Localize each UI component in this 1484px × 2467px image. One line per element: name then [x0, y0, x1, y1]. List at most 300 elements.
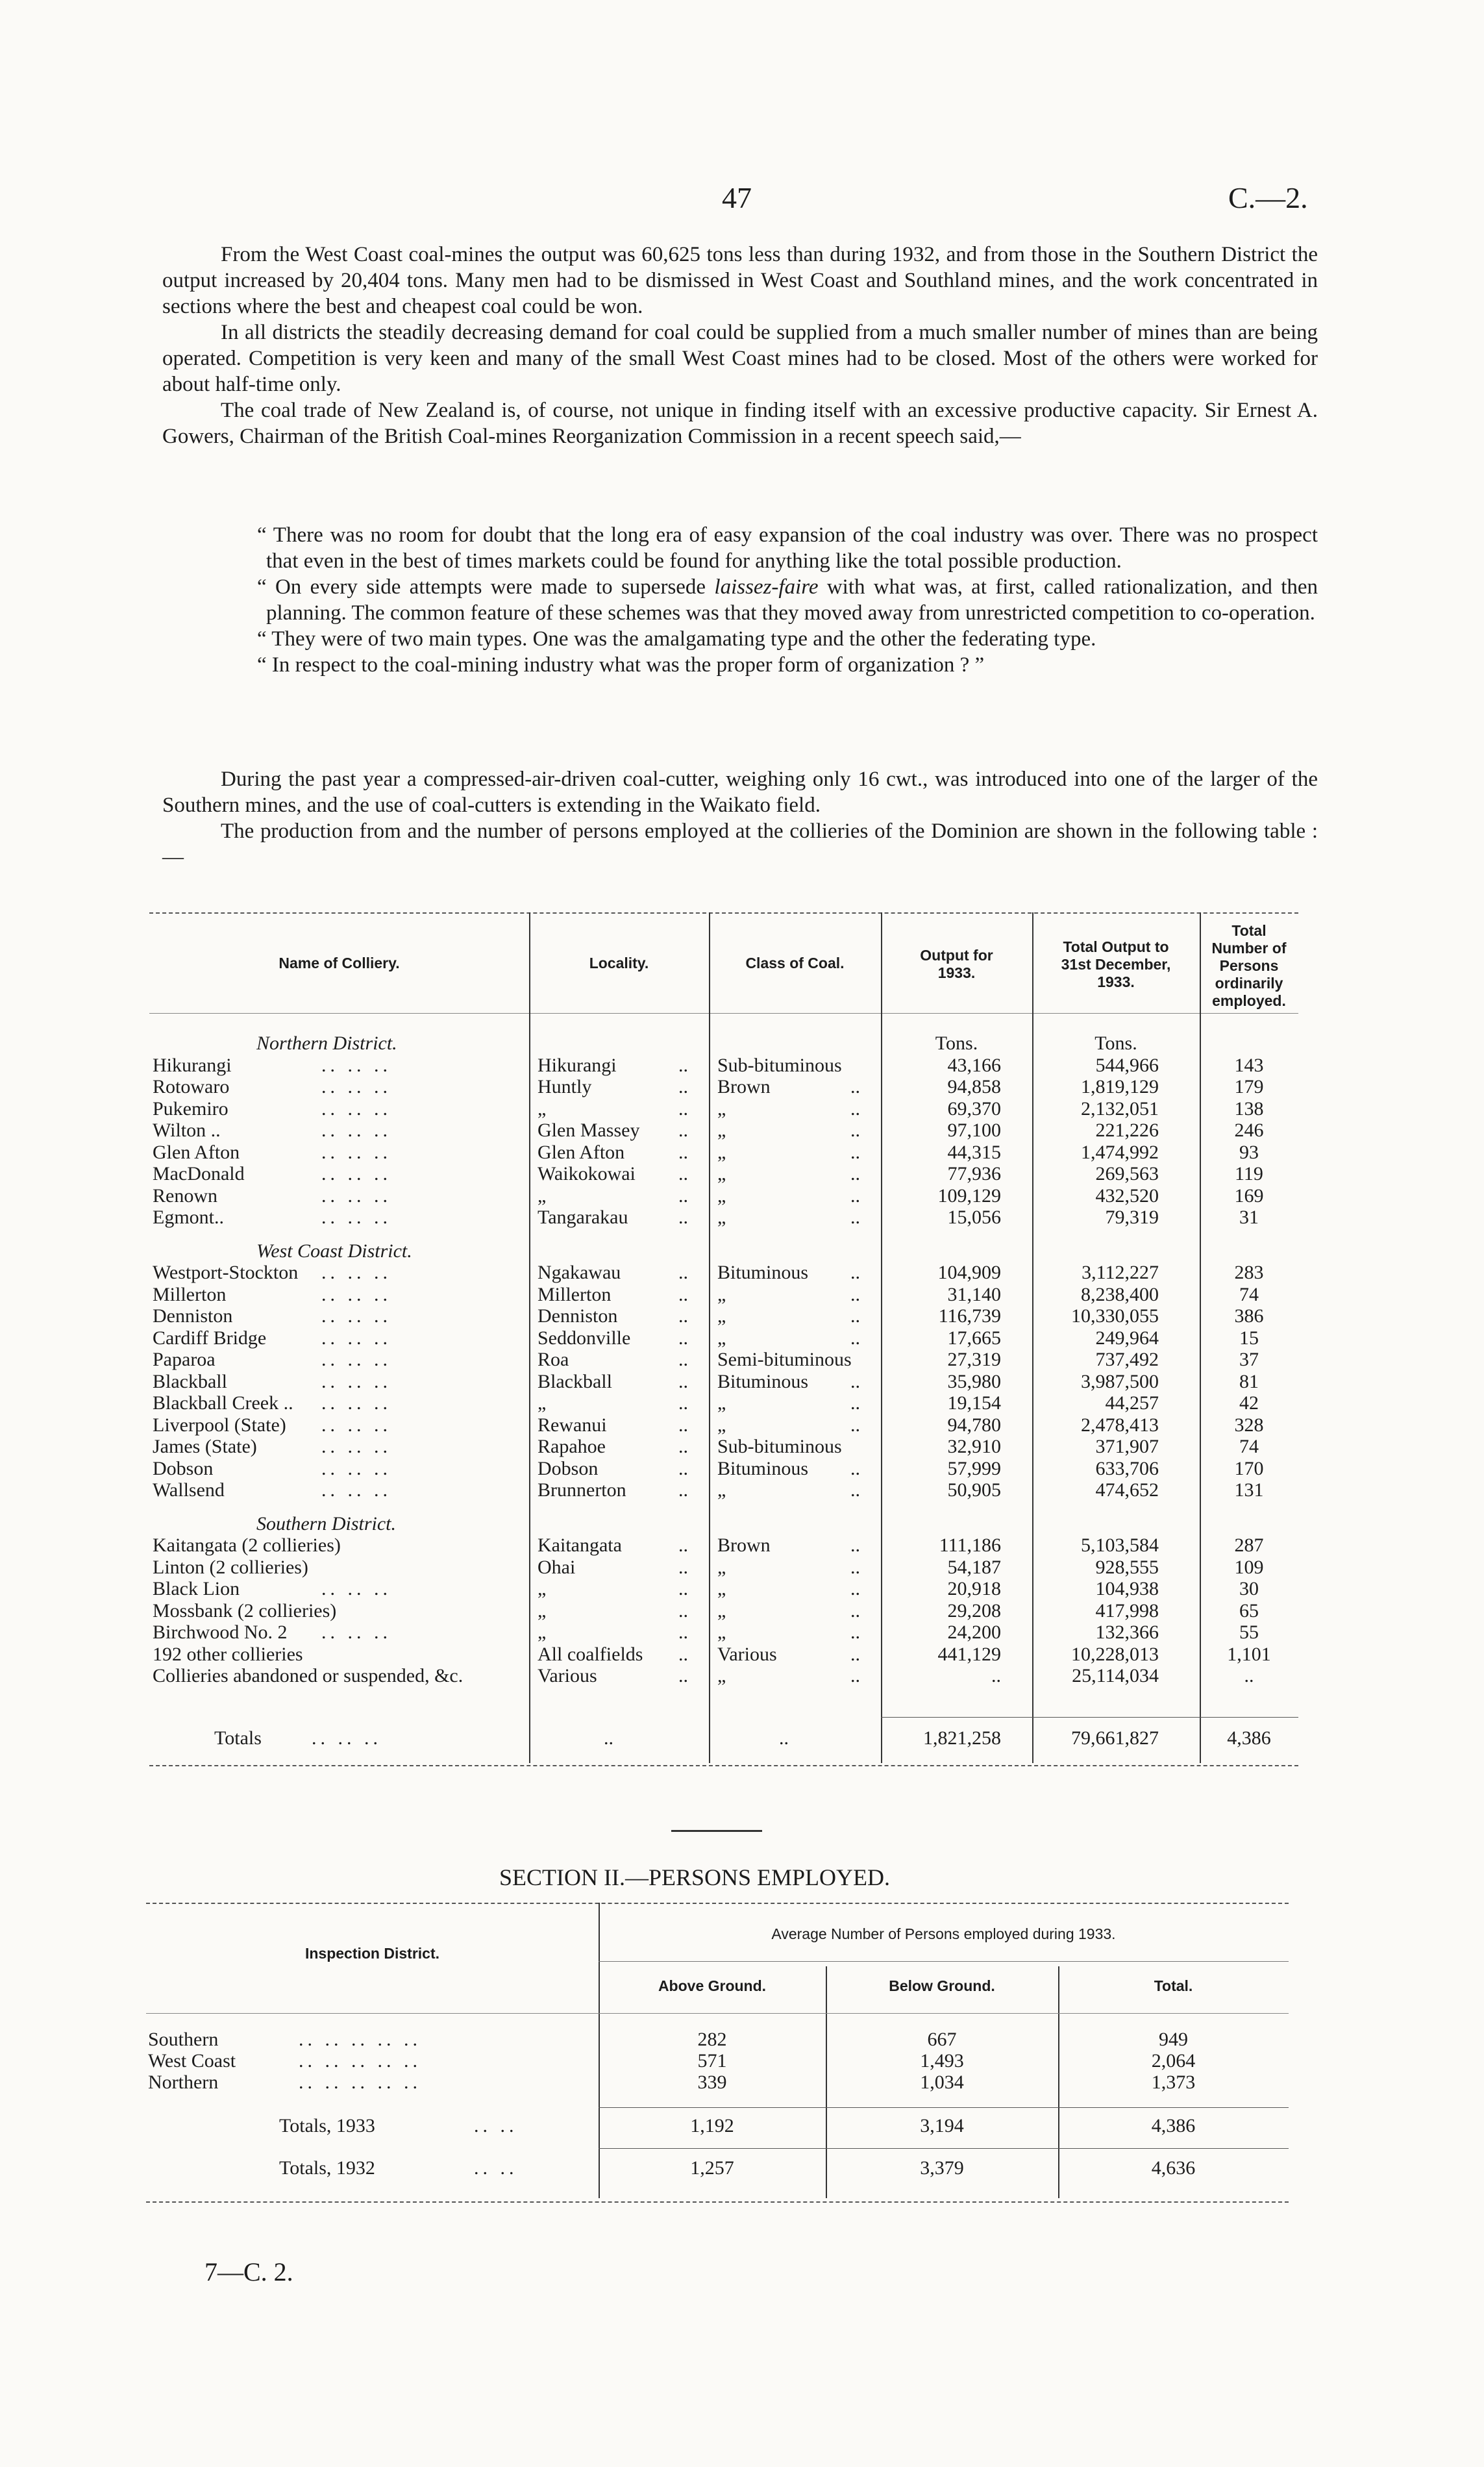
locality: Denniston [538, 1305, 618, 1327]
leader-dots: .. [850, 1622, 860, 1643]
output: 50,905 [947, 1479, 1001, 1501]
colliery-name: Wilton .. [153, 1120, 221, 1141]
table-row [0, 1098, 1484, 1120]
leader-dots: .. [850, 1163, 860, 1184]
coal-class: „ [717, 1665, 726, 1686]
output: 57,999 [947, 1457, 1001, 1479]
table-row [0, 1392, 1484, 1414]
coal-class: „ [717, 1207, 726, 1228]
col-header-group: Average Number of Persons employed during 1933. [771, 1925, 1116, 1942]
unit-total: Tons. [1094, 1033, 1137, 1054]
output: 19,154 [947, 1392, 1001, 1414]
leader-dots: .. [678, 1262, 688, 1283]
leader-dots: .. [678, 1599, 688, 1622]
total-output: 269,563 [1095, 1163, 1159, 1184]
leader-dots: .. .. .. [321, 1305, 391, 1327]
below-ground: 667 [927, 2029, 957, 2050]
persons-employed: 31 [1239, 1207, 1259, 1228]
quote-1: “ There was no room for doubt that the long era of easy expansion of the coal industry was over. There was no prospect that even in the best of times markets could be found for anything like the total possible production. [257, 523, 1318, 573]
colliery-name: Hikurangi [153, 1054, 232, 1076]
totals-total: 79,661,827 [1071, 1727, 1159, 1749]
coal-class: „ [717, 1392, 726, 1414]
locality: Rapahoe [538, 1436, 606, 1457]
leader-dots: .. .. .. [321, 1578, 391, 1599]
coal-class: „ [717, 1283, 726, 1305]
leader-dots: .. [850, 1262, 860, 1283]
paragraph-3: The coal trade of New Zealand is, of course, not unique in finding itself with an excessive productive capacity. Sir Ernest A. Gowers, Chairman of the British Coal-mines Reorganization Commission in a recent speech said,— [162, 399, 1318, 448]
locality: „ [538, 1578, 547, 1599]
leader-dots: .. .. .. [321, 1457, 391, 1479]
total-output: 44,257 [1105, 1392, 1159, 1414]
table-row [0, 1349, 1484, 1371]
output: 32,910 [947, 1436, 1001, 1457]
leader-dots: .. [850, 1392, 860, 1414]
locality: „ [538, 1184, 547, 1207]
coal-class: „ [717, 1599, 726, 1622]
total-output: 1,819,129 [1081, 1076, 1159, 1097]
quotation-block [257, 522, 1318, 678]
totals-1933-row [0, 2115, 1484, 2137]
header-line: 1933. [1097, 973, 1135, 990]
table-row [0, 1327, 1484, 1349]
leader-dots: .. [678, 1163, 688, 1184]
colliery-name: Glen Afton [153, 1141, 240, 1163]
colliery-name: Renown [153, 1184, 217, 1207]
persons-employed: 328 [1234, 1414, 1264, 1436]
colliery-name: Linton (2 collieries) [153, 1556, 308, 1578]
locality: Roa [538, 1349, 569, 1370]
colliery-name: Wallsend [153, 1479, 225, 1501]
total-output: 79,319 [1105, 1207, 1159, 1228]
table-row [0, 1120, 1484, 1142]
district-name: West Coast [148, 2050, 236, 2072]
totals-1933-total: 4,386 [1151, 2115, 1196, 2136]
leader-dots: .. [678, 1622, 688, 1643]
coal-class: Various [717, 1643, 777, 1665]
leader-dots: .. [678, 1414, 688, 1436]
col-header-persons [1200, 922, 1298, 1010]
locality: „ [538, 1097, 547, 1120]
leader-dots: .. [678, 1097, 688, 1120]
table-row [0, 1644, 1484, 1666]
persons-employed: .. [1244, 1665, 1254, 1686]
table-row [0, 1142, 1484, 1164]
colliery-name: Mossbank (2 collieries) [153, 1599, 337, 1622]
colliery-name: Westport-Stockton [153, 1262, 299, 1283]
output: 97,100 [947, 1120, 1001, 1141]
leader-dots: .. .. .. [321, 1120, 391, 1141]
leader-dots: .. [850, 1283, 860, 1305]
total-output: 2,478,413 [1081, 1414, 1159, 1436]
output: 94,858 [947, 1076, 1001, 1097]
leader-dots: .. [850, 1643, 860, 1665]
locality: Ngakawau [538, 1262, 621, 1283]
coal-class: „ [717, 1578, 726, 1599]
total-persons: 2,064 [1151, 2050, 1196, 2072]
output: 24,200 [947, 1622, 1001, 1643]
leader-dots: .. [678, 1457, 688, 1479]
total-output: 132,366 [1095, 1622, 1159, 1643]
totals-1932-row [0, 2157, 1484, 2179]
col-header-colliery: Name of Colliery. [278, 955, 400, 971]
total-output: 737,492 [1095, 1349, 1159, 1370]
leader-dots: .. [678, 1578, 688, 1599]
table-row [0, 1305, 1484, 1327]
locality: Various [538, 1665, 597, 1686]
col-header-below: Below Ground. [889, 1977, 995, 1994]
leader-dots: .. [678, 1054, 688, 1076]
header-line: 31st December, [1061, 956, 1171, 973]
colliery-name: James (State) [153, 1436, 257, 1457]
coal-class: „ [717, 1141, 726, 1163]
persons-employed: 65 [1239, 1599, 1259, 1622]
leader-dots: .. [678, 1120, 688, 1141]
persons-employed: 131 [1234, 1479, 1264, 1501]
total-output: 3,112,227 [1082, 1262, 1159, 1283]
colliery-name: 192 other collieries [153, 1643, 303, 1665]
table-row [0, 1578, 1484, 1600]
table-row [0, 1534, 1484, 1557]
output: .. [991, 1665, 1001, 1686]
locality: Hikurangi [538, 1054, 617, 1076]
table-row [0, 2072, 1484, 2094]
coal-class: „ [717, 1414, 726, 1436]
totals-class: .. [779, 1727, 789, 1749]
totals-output: 1,821,258 [923, 1727, 1001, 1749]
col-header-total-output [1032, 938, 1200, 991]
leader-dots: .. [850, 1076, 860, 1097]
locality: Kaitangata [538, 1534, 622, 1556]
totals-locality: .. [604, 1727, 613, 1749]
persons-employed: 15 [1239, 1327, 1259, 1349]
table-row [0, 1479, 1484, 1501]
output: 104,909 [937, 1262, 1001, 1283]
leader-dots: .. [678, 1327, 688, 1349]
above-ground: 282 [697, 2029, 727, 2050]
total-output: 371,907 [1095, 1436, 1159, 1457]
header-line: 1933. [937, 964, 976, 981]
colliery-name: Dobson [153, 1457, 214, 1479]
leader-dots: .. [850, 1599, 860, 1622]
leader-dots: .. .. .. .. .. [299, 2029, 421, 2050]
total-output: 474,652 [1095, 1479, 1159, 1501]
header-line: Number of [1211, 940, 1287, 957]
leader-dots: .. [678, 1392, 688, 1414]
totals-1932-above: 1,257 [690, 2157, 734, 2179]
coal-class: Sub-bituminous [717, 1436, 842, 1457]
persons-employed: 1,101 [1227, 1643, 1271, 1665]
total-persons: 1,373 [1151, 2072, 1196, 2093]
table-row [0, 1207, 1484, 1229]
leader-dots: .. [850, 1457, 860, 1479]
leader-dots: .. [678, 1556, 688, 1578]
locality: Dobson [538, 1457, 599, 1479]
persons-employed: 386 [1234, 1305, 1264, 1327]
after-paragraphs [162, 766, 1318, 870]
leader-dots: .. [850, 1370, 860, 1392]
persons-employed: 287 [1234, 1534, 1264, 1556]
table-row [0, 1436, 1484, 1458]
output: 27,319 [947, 1349, 1001, 1370]
leader-dots: .. [850, 1327, 860, 1349]
leader-dots: .. [678, 1349, 688, 1370]
table-row [0, 1076, 1484, 1098]
output: 441,129 [937, 1643, 1001, 1665]
colliery-name: Denniston [153, 1305, 233, 1327]
leader-dots: .. .. .. [321, 1262, 391, 1283]
col-header-output [881, 947, 1032, 982]
coal-class: „ [717, 1163, 726, 1184]
table-row [0, 1262, 1484, 1284]
leader-dots: .. [850, 1207, 860, 1228]
leader-dots: .. .. .. [321, 1141, 391, 1163]
coal-class: Sub-bituminous [717, 1054, 842, 1076]
above-ground: 339 [697, 2072, 727, 2093]
persons-employed: 81 [1239, 1370, 1259, 1392]
output: 94,780 [947, 1414, 1001, 1436]
persons-employed: 30 [1239, 1578, 1259, 1599]
district-name: Northern [148, 2072, 219, 2093]
below-ground: 1,034 [920, 2072, 964, 2093]
colliery-name: Blackball [153, 1370, 227, 1392]
leader-dots: .. [850, 1556, 860, 1578]
locality: Blackball [538, 1370, 612, 1392]
persons-employed: 74 [1239, 1283, 1259, 1305]
district-heading: West Coast District. [256, 1240, 412, 1262]
locality: Seddonville [538, 1327, 631, 1349]
italic-term: laissez-faire [714, 575, 819, 599]
leader-dots: .. .. .. [321, 1349, 391, 1370]
colliery-name: Paparoa [153, 1349, 216, 1370]
coal-class: Semi-bituminous [717, 1349, 852, 1370]
colliery-name: Rotowaro [153, 1076, 230, 1097]
coal-class: Bituminous [717, 1457, 809, 1479]
table-row [0, 1458, 1484, 1480]
leader-dots: .. .. .. [321, 1054, 391, 1076]
header-line: Total Output to [1063, 938, 1169, 955]
total-output: 249,964 [1095, 1327, 1159, 1349]
page-number: 47 [722, 181, 752, 214]
table-row [0, 1055, 1484, 1077]
locality: Glen Massey [538, 1120, 640, 1141]
locality: Millerton [538, 1283, 612, 1305]
leader-dots: .. [850, 1184, 860, 1207]
persons-employed: 93 [1239, 1141, 1259, 1163]
colliery-name: Pukemiro [153, 1097, 229, 1120]
coal-class: „ [717, 1097, 726, 1120]
total-persons: 949 [1159, 2029, 1188, 2050]
district-name: Southern [148, 2029, 219, 2050]
coal-class: „ [717, 1479, 726, 1501]
total-output: 633,706 [1095, 1457, 1159, 1479]
leader-dots: .. [850, 1534, 860, 1556]
locality: All coalfields [538, 1643, 643, 1665]
output: 17,665 [947, 1327, 1001, 1349]
coal-class: Brown [717, 1076, 771, 1097]
leader-dots: .. [850, 1665, 860, 1686]
colliery-name: Black Lion [153, 1578, 240, 1599]
leader-dots: .. [678, 1643, 688, 1665]
colliery-name: Blackball Creek .. [153, 1392, 293, 1414]
paper-code: C.—2. [1228, 181, 1308, 214]
output: 43,166 [947, 1054, 1001, 1076]
table-row [0, 1371, 1484, 1393]
totals-label: Totals [214, 1727, 262, 1749]
total-output: 3,987,500 [1081, 1370, 1159, 1392]
output: 20,918 [947, 1578, 1001, 1599]
table-row [0, 1414, 1484, 1436]
coal-class: „ [717, 1120, 726, 1141]
col-header-district: Inspection District. [304, 1945, 440, 1962]
table-row [0, 1163, 1484, 1185]
colliery-name: Kaitangata (2 collieries) [153, 1534, 341, 1556]
leader-dots: .. .. .. [321, 1479, 391, 1501]
leader-dots: .. [678, 1436, 688, 1457]
output: 116,739 [938, 1305, 1001, 1327]
leader-dots: .. [678, 1207, 688, 1228]
header-line: ordinarily [1215, 975, 1283, 992]
coal-class: „ [717, 1184, 726, 1207]
totals-1933-below: 3,194 [920, 2115, 964, 2136]
leader-dots: .. [850, 1414, 860, 1436]
table-row [0, 2050, 1484, 2072]
total-output: 417,998 [1095, 1599, 1159, 1622]
output: 35,980 [947, 1370, 1001, 1392]
leader-dots: .. [850, 1578, 860, 1599]
locality: „ [538, 1599, 547, 1622]
paragraph-4: During the past year a compressed-air-driven coal-cutter, weighing only 16 cwt., was introduced into one of the larger of the Southern mines, and the use of coal-cutters is extending in the Waikato field. [162, 768, 1318, 817]
persons-employed: 119 [1235, 1163, 1263, 1184]
total-output: 5,103,584 [1081, 1534, 1159, 1556]
leader-dots: .. [678, 1184, 688, 1207]
section2-title: SECTION II.—PERSONS EMPLOYED. [499, 1864, 891, 1890]
output: 54,187 [947, 1556, 1001, 1578]
totals-1933-label: Totals, 1933 [279, 2115, 375, 2136]
output: 29,208 [947, 1599, 1001, 1622]
output: 77,936 [947, 1163, 1001, 1184]
persons-employed: 37 [1239, 1349, 1259, 1370]
leader-dots: .. [678, 1076, 688, 1097]
table-row [0, 1622, 1484, 1644]
quote-2: “ On every side attempts were made to supersede laissez-faire with what was, at first, called rationalization, and then planning. The common feature of these schemes was that they moved away from unrestricted competition to co-operation. [257, 575, 1318, 625]
coal-class: Brown [717, 1534, 771, 1556]
header-line: Persons [1219, 957, 1279, 974]
total-output: 25,114,034 [1072, 1665, 1159, 1686]
col-header-class: Class of Coal. [745, 955, 845, 971]
leader-dots: .. .. .. .. .. [299, 2050, 421, 2072]
locality: „ [538, 1622, 547, 1643]
leader-dots: .. .. .. [321, 1076, 391, 1097]
colliery-name: Egmont.. [153, 1207, 224, 1228]
leader-dots: .. [678, 1141, 688, 1163]
paragraph-5: The production from and the number of persons employed at the collieries of the Dominion are shown in the following table :— [162, 820, 1318, 869]
table-row [0, 1557, 1484, 1579]
locality: Huntly [538, 1076, 592, 1097]
persons-employed: 179 [1234, 1076, 1264, 1097]
leader-dots: .. [678, 1370, 688, 1392]
leader-dots: .. [678, 1479, 688, 1501]
district-heading: Northern District. [256, 1033, 397, 1054]
table-row [0, 2029, 1484, 2051]
leader-dots: .. [678, 1283, 688, 1305]
table-row [0, 1284, 1484, 1306]
leader-dots: .. [678, 1665, 688, 1686]
leader-dots: .. [850, 1305, 860, 1327]
colliery-name: Collieries abandoned or suspended, &c. [153, 1665, 464, 1686]
colliery-name: Liverpool (State) [153, 1414, 286, 1436]
leader-dots: .. .. .. [321, 1370, 391, 1392]
col-header-total: Total. [1154, 1977, 1193, 1994]
leader-dots: .. .. .. [321, 1436, 391, 1457]
colliery-name: MacDonald [153, 1163, 245, 1184]
persons-employed: 169 [1234, 1184, 1264, 1207]
above-ground: 571 [697, 2050, 727, 2072]
persons-employed: 42 [1239, 1392, 1259, 1414]
leader-dots: .. .. .. [321, 1207, 391, 1228]
coal-class: Bituminous [717, 1370, 809, 1392]
quote-4: “ In respect to the coal-mining industry what was the proper form of organization ? ” [257, 653, 985, 677]
leader-dots: .. [850, 1479, 860, 1501]
coal-class: „ [717, 1556, 726, 1578]
persons-employed: 55 [1239, 1622, 1259, 1643]
col-header-above: Above Ground. [658, 1977, 767, 1994]
paragraph-1: From the West Coast coal-mines the output was 60,625 tons less than during 1932, and from those in the Southern District the output increased by 20,404 tons. Many men had to be dismissed in West Coast and Southland mines, and the work concentrated in sections where the best and cheapest coal could be won. [162, 243, 1318, 318]
totals-1932-below: 3,379 [920, 2157, 964, 2179]
quote-3: “ They were of two main types. One was the amalgamating type and the other the federating type. [257, 627, 1096, 651]
total-output: 221,226 [1095, 1120, 1159, 1141]
coal-class: Bituminous [717, 1262, 809, 1283]
locality: „ [538, 1392, 547, 1414]
district-heading: Southern District. [256, 1512, 396, 1534]
table-row [0, 1185, 1484, 1207]
locality: Ohai [538, 1556, 576, 1578]
footer-signature: 7—C. 2. [204, 2257, 293, 2286]
persons-employed: 283 [1234, 1262, 1264, 1283]
total-output: 10,330,055 [1071, 1305, 1159, 1327]
leader-dots: .. [850, 1120, 860, 1141]
leader-dots: .. .. .. [312, 1727, 382, 1749]
intro-paragraphs [162, 242, 1318, 449]
leader-dots: .. .. [474, 2115, 518, 2136]
persons-employed: 109 [1234, 1556, 1264, 1578]
colliery-name: Millerton [153, 1283, 227, 1305]
leader-dots: .. .. .. [321, 1414, 391, 1436]
total-output: 928,555 [1095, 1556, 1159, 1578]
totals-1933-above: 1,192 [690, 2115, 734, 2136]
output: 111,186 [939, 1534, 1001, 1556]
persons-employed: 143 [1234, 1054, 1264, 1076]
totals-row [0, 1727, 1484, 1749]
persons-employed: 138 [1234, 1097, 1264, 1120]
col-header-locality: Locality. [589, 955, 649, 971]
leader-dots: .. [850, 1097, 860, 1120]
total-output: 8,238,400 [1081, 1283, 1159, 1305]
leader-dots: .. .. .. .. .. [299, 2072, 421, 2093]
leader-dots: .. .. .. [321, 1392, 391, 1414]
locality: Tangarakau [538, 1207, 628, 1228]
persons-employed: 74 [1239, 1436, 1259, 1457]
leader-dots: .. .. .. [321, 1184, 391, 1207]
leader-dots: .. .. .. [321, 1097, 391, 1120]
locality: Waikokowai [538, 1163, 636, 1184]
persons-employed: 170 [1234, 1457, 1264, 1479]
locality: Glen Afton [538, 1141, 625, 1163]
header-line: Output for [920, 947, 993, 964]
locality: Brunnerton [538, 1479, 626, 1501]
leader-dots: .. [850, 1141, 860, 1163]
leader-dots: .. [678, 1305, 688, 1327]
below-ground: 1,493 [920, 2050, 964, 2072]
